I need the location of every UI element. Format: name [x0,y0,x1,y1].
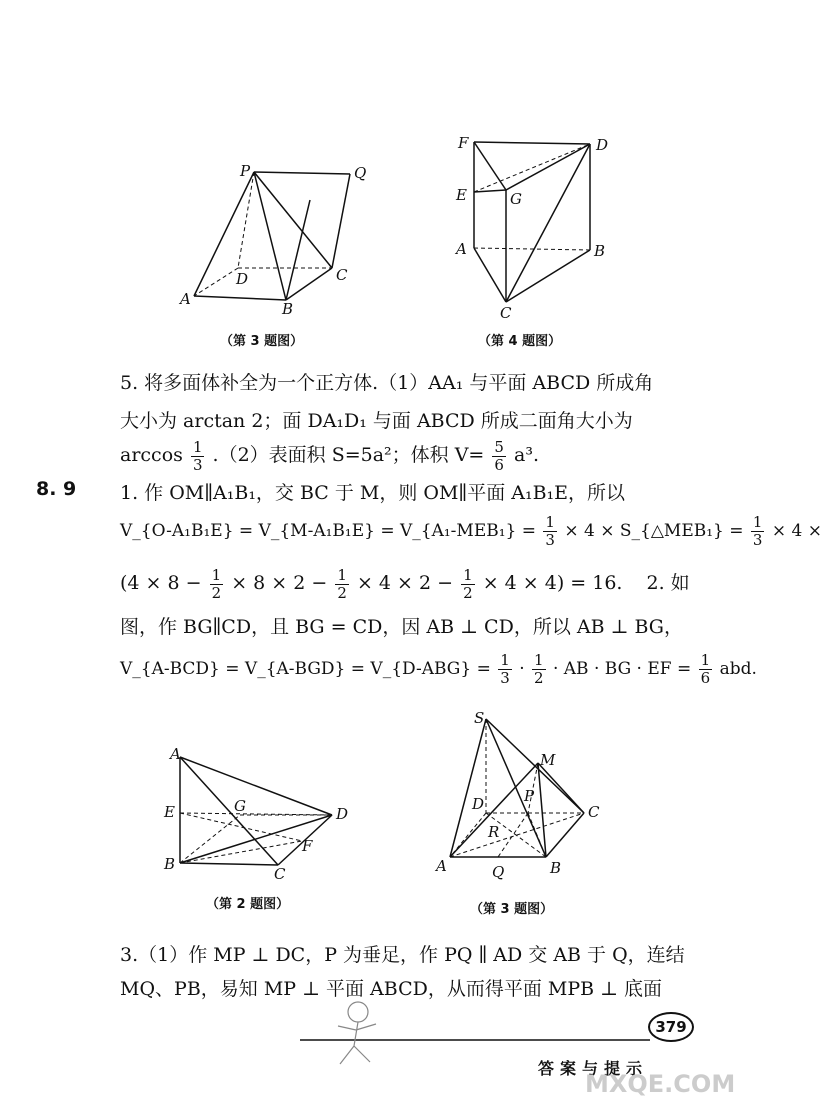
fig3b-label: A [436,857,447,875]
fig2-label: E [164,803,175,821]
fig3-label: C [336,266,348,284]
fraction-five-sixths: $\frac{5}{6}$ [494,437,504,474]
fraction-one-half: $\frac{1}{2}$ [211,565,222,602]
section-number: 8. 9 [36,478,77,500]
section89-line3: (4 × 8 − $\frac{1}{2}$ × 8 × 2 − $\frac{1}{2}$ × 4 × 2 − $\frac{1}{2}$ × 4 × 4) = 16. 2. 如 [120,565,690,602]
fig4-label: D [596,136,609,154]
caption-fig4-top: （第 4 题图） [478,334,562,349]
fig3b-label: C [588,803,600,821]
fig4-label: C [500,304,512,322]
fig4-label: E [456,186,467,204]
fig3-label: B [282,300,294,318]
problem3-line2: MQ、PB，易知 MP ⊥ 平面 ABCD，从而得平面 MPB ⊥ 底面 [120,978,663,1000]
fig3-label: D [236,270,249,288]
fig3b-label: M [540,751,556,769]
fig2-label: D [336,805,349,823]
fig2-label: F [302,837,313,855]
fig3b-label: B [550,859,562,877]
fig2-label: B [164,855,176,873]
page-number: 379 [648,1012,694,1042]
caption-fig2-bottom: （第 2 题图） [206,897,290,912]
section89-line2: V_{O-A₁B₁E} = V_{M-A₁B₁E} = V_{A₁-MEB₁} = $\frac{1}{3}$ × 4 × S_{△MEB₁} = $\frac{1}{3}$ × 4 × [120,513,822,549]
running-cartoon-icon [310,990,400,1080]
fig2-label: C [274,865,286,883]
fig4-label: B [594,242,606,260]
fig3-label: A [180,290,191,308]
problem5-line2: 大小为 arctan 2；面 DA₁D₁ 与面 ABCD 所成二面角大小为 [120,410,633,432]
fraction-one-half: $\frac{1}{2}$ [534,651,544,687]
fig3b-label: S [474,709,485,727]
section89-line1: 1. 作 OM∥A₁B₁，交 BC 于 M，则 OM∥平面 A₁B₁E，所以 [120,482,626,504]
problem3-line1: 3.（1）作 MP ⊥ DC，P 为垂足，作 PQ ∥ AD 交 AB 于 Q，连结 [120,944,685,966]
fig3b-label: R [488,823,500,841]
caption-fig3-top: （第 3 题图） [220,334,304,349]
figure-prism-top-left [170,150,380,320]
fig4-label: A [456,240,467,258]
section89-line4: 图，作 BG∥CD，且 BG = CD，因 AB ⊥ CD，所以 AB ⊥ BG， [120,616,683,638]
fraction-one-third: $\frac{1}{3}$ [500,651,510,687]
fraction-one-third: $\frac{1}{3}$ [752,513,763,549]
caption-fig3-bottom: （第 3 题图） [470,902,554,917]
problem5-line1: 5. 将多面体补全为一个正方体.（1）AA₁ 与平面 ABCD 所成角 [120,372,654,394]
footer-text: 答案与提示 [538,1059,649,1078]
fraction-one-half: $\frac{1}{2}$ [337,565,347,602]
fig3b-label: P [524,787,535,805]
fig3b-label: Q [492,863,505,881]
fig3-label: Q [354,164,367,182]
figure-tetrahedron-bottom-left [160,745,360,885]
problem5-line3: arccos $\frac{1}{3}$ .（2）表面积 S=5a²；体积 V= $\frac{5}{6}$ a³. [120,437,539,474]
fig4-label: G [510,190,522,208]
fig3-label: P [240,162,251,180]
section89-line5: V_{A-BCD} = V_{A-BGD} = V_{D-ABG} = $\frac{1}{3}$ · $\frac{1}{2}$ · AB · BG · EF = $\frac{1}{6}$ abd. [120,651,757,687]
fig2-label: A [170,745,181,763]
fig2-label: G [234,797,246,815]
fraction-one-half: $\frac{1}{2}$ [463,565,473,602]
figure-polyhedron-top-right [450,130,620,320]
fig4-label: F [458,134,469,152]
watermark: MXQE.COM [585,1070,736,1098]
figure-pyramid-bottom-right [430,705,610,885]
fraction-one-sixth: $\frac{1}{6}$ [700,651,711,687]
fraction-one-third: $\frac{1}{3}$ [192,437,203,474]
fraction-one-third: $\frac{1}{3}$ [545,513,555,549]
fig3b-label: D [472,795,485,813]
